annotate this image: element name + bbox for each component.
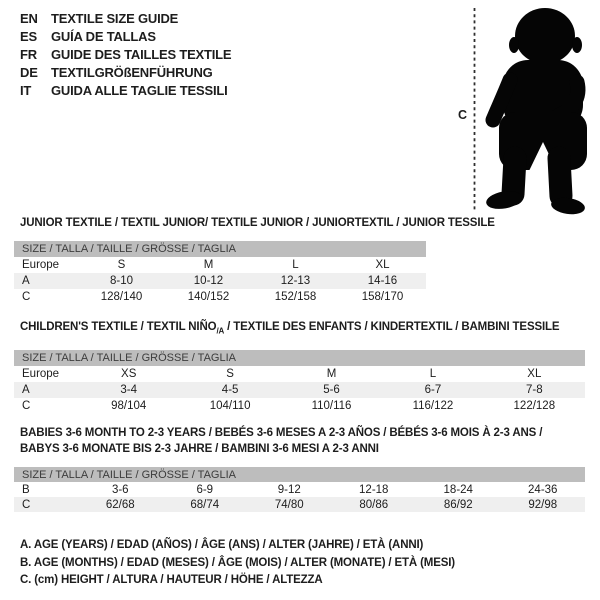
table-cell: 10-12 (193, 275, 224, 287)
row-label: Europe (22, 259, 60, 271)
language-row (20, 45, 231, 63)
legend-line-b: B. AGE (MONTHS) / EDAD (MESES) / ÂGE (MOIS) / ALTER (MONATE) / ETÀ (MESI) (20, 556, 455, 569)
baby-silhouette-icon (485, 8, 587, 215)
table-row (14, 497, 585, 512)
table-cell: XL (375, 259, 390, 271)
table-cell: 140/152 (187, 291, 230, 303)
row-label: C (22, 400, 31, 413)
table-cell: 12-13 (280, 275, 311, 287)
size-figure (450, 0, 600, 215)
table-cell: S (226, 368, 234, 381)
row-label: B (22, 483, 30, 496)
table-cell: 128/140 (100, 291, 143, 303)
table-cell: 12-18 (359, 483, 389, 496)
language-row (20, 63, 231, 81)
table-title: CHILDREN'S TEXTILE / TEXTIL $NIÑO_{/A}$ / TEXTILE DES ENFANTS / KINDERTEXTIL / BAMBINI TESSILE (20, 321, 560, 336)
language-label: GUÍA DE TALLAS (51, 28, 156, 44)
legend (20, 537, 455, 590)
table-row (14, 257, 426, 273)
table-cell: 92/98 (528, 498, 558, 511)
row-label: C (22, 498, 31, 511)
table-cell: 18-24 (443, 483, 473, 496)
table-row (14, 382, 585, 398)
height-measure-label: C (458, 108, 468, 122)
language-label: TEXTILGRÖßENFÜHRUNG (51, 64, 213, 80)
table-cell: 8-10 (109, 275, 134, 287)
table-cell: S (117, 259, 126, 271)
language-label: TEXTILE SIZE GUIDE (51, 10, 179, 26)
table-cell: M (326, 368, 337, 381)
legend-line-c: C. (cm) HEIGHT / ALTURA / HAUTEUR / HÖHE / ALTEZZA (20, 574, 323, 586)
table-row (14, 273, 426, 289)
table-cell: 80/86 (359, 498, 389, 511)
table-cell: 7-8 (526, 384, 543, 397)
table-cell: 122/128 (513, 400, 556, 413)
table-cell: 158/170 (361, 291, 404, 303)
table-cell: 116/122 (412, 400, 454, 413)
language-code: IT (20, 82, 32, 98)
table-title (14, 425, 585, 457)
table-cell: 104/110 (209, 400, 251, 413)
table-cell: 86/92 (443, 498, 473, 511)
table-cell: 24-36 (528, 483, 558, 496)
table-cell: 74/80 (274, 498, 304, 511)
table-cell: 6-9 (196, 483, 214, 496)
row-label: Europe (22, 368, 60, 381)
table-cell: 5-6 (323, 384, 340, 397)
language-label: GUIDA ALLE TAGLIE TESSILI (51, 82, 228, 98)
table-cell: 62/68 (105, 498, 135, 511)
table-row (14, 289, 426, 305)
size-header-bar: SIZE / TALLA / TAILLE / GRÖSSE / TAGLIA (14, 350, 585, 366)
table-cell: M (203, 259, 214, 271)
babies-textile-table (14, 425, 585, 512)
table-row (14, 482, 585, 497)
table-title-line2: BABYS 3-6 MONATE BIS 2-3 JAHRE / BAMBINI 3-6 MESI A 2-3 ANNI (20, 443, 379, 455)
table-cell: 68/74 (190, 498, 220, 511)
row-label: A (22, 384, 30, 397)
size-header-bar: SIZE / TALLA / TAILLE / GRÖSSE / TAGLIA (14, 241, 426, 257)
language-header (20, 9, 231, 99)
table-cell: L (292, 259, 299, 271)
language-code: EN (20, 10, 38, 26)
table-cell: 110/116 (311, 400, 352, 413)
childrens-textile-table (14, 320, 585, 414)
table-title: JUNIOR TEXTILE / TEXTIL JUNIOR/ TEXTILE JUNIOR / JUNIORTEXTIL / JUNIOR TESSILE (20, 217, 495, 229)
table-row (14, 398, 585, 414)
table-cell: 14-16 (367, 275, 398, 287)
language-row (20, 9, 231, 27)
table-cell: 98/104 (111, 400, 147, 413)
table-cell: 9-12 (277, 483, 301, 496)
table-cell: 152/158 (274, 291, 317, 303)
table-title-line1: BABIES 3-6 MONTH TO 2-3 YEARS / BEBÉS 3-6 MESES A 2-3 AÑOS / BÉBÉS 3-6 MOIS À 2-3 ANS / (20, 427, 543, 439)
language-label: GUIDE DES TAILLES TEXTILE (51, 46, 232, 62)
language-code: ES (20, 28, 37, 44)
table-cell: 4-5 (221, 384, 239, 397)
row-label: A (22, 275, 30, 287)
row-label: C (22, 291, 31, 303)
language-row (20, 27, 231, 45)
table-cell: XS (121, 368, 137, 381)
table-cell: 6-7 (424, 384, 442, 397)
table-cell: 3-6 (111, 483, 129, 496)
table-row (14, 366, 585, 382)
language-row (20, 81, 231, 99)
table-cell: L (429, 368, 437, 381)
language-code: FR (20, 46, 37, 62)
table-cell: XL (527, 368, 542, 381)
size-header-bar: SIZE / TALLA / TAILLE / GRÖSSE / TAGLIA (14, 467, 585, 482)
table-cell: 3-4 (120, 384, 138, 397)
legend-line-a: A. AGE (YEARS) / EDAD (AÑOS) / ÂGE (ANS) / ALTER (JAHRE) / ETÀ (ANNI) (20, 539, 424, 551)
junior-textile-table (14, 216, 495, 305)
language-code: DE (20, 64, 38, 80)
